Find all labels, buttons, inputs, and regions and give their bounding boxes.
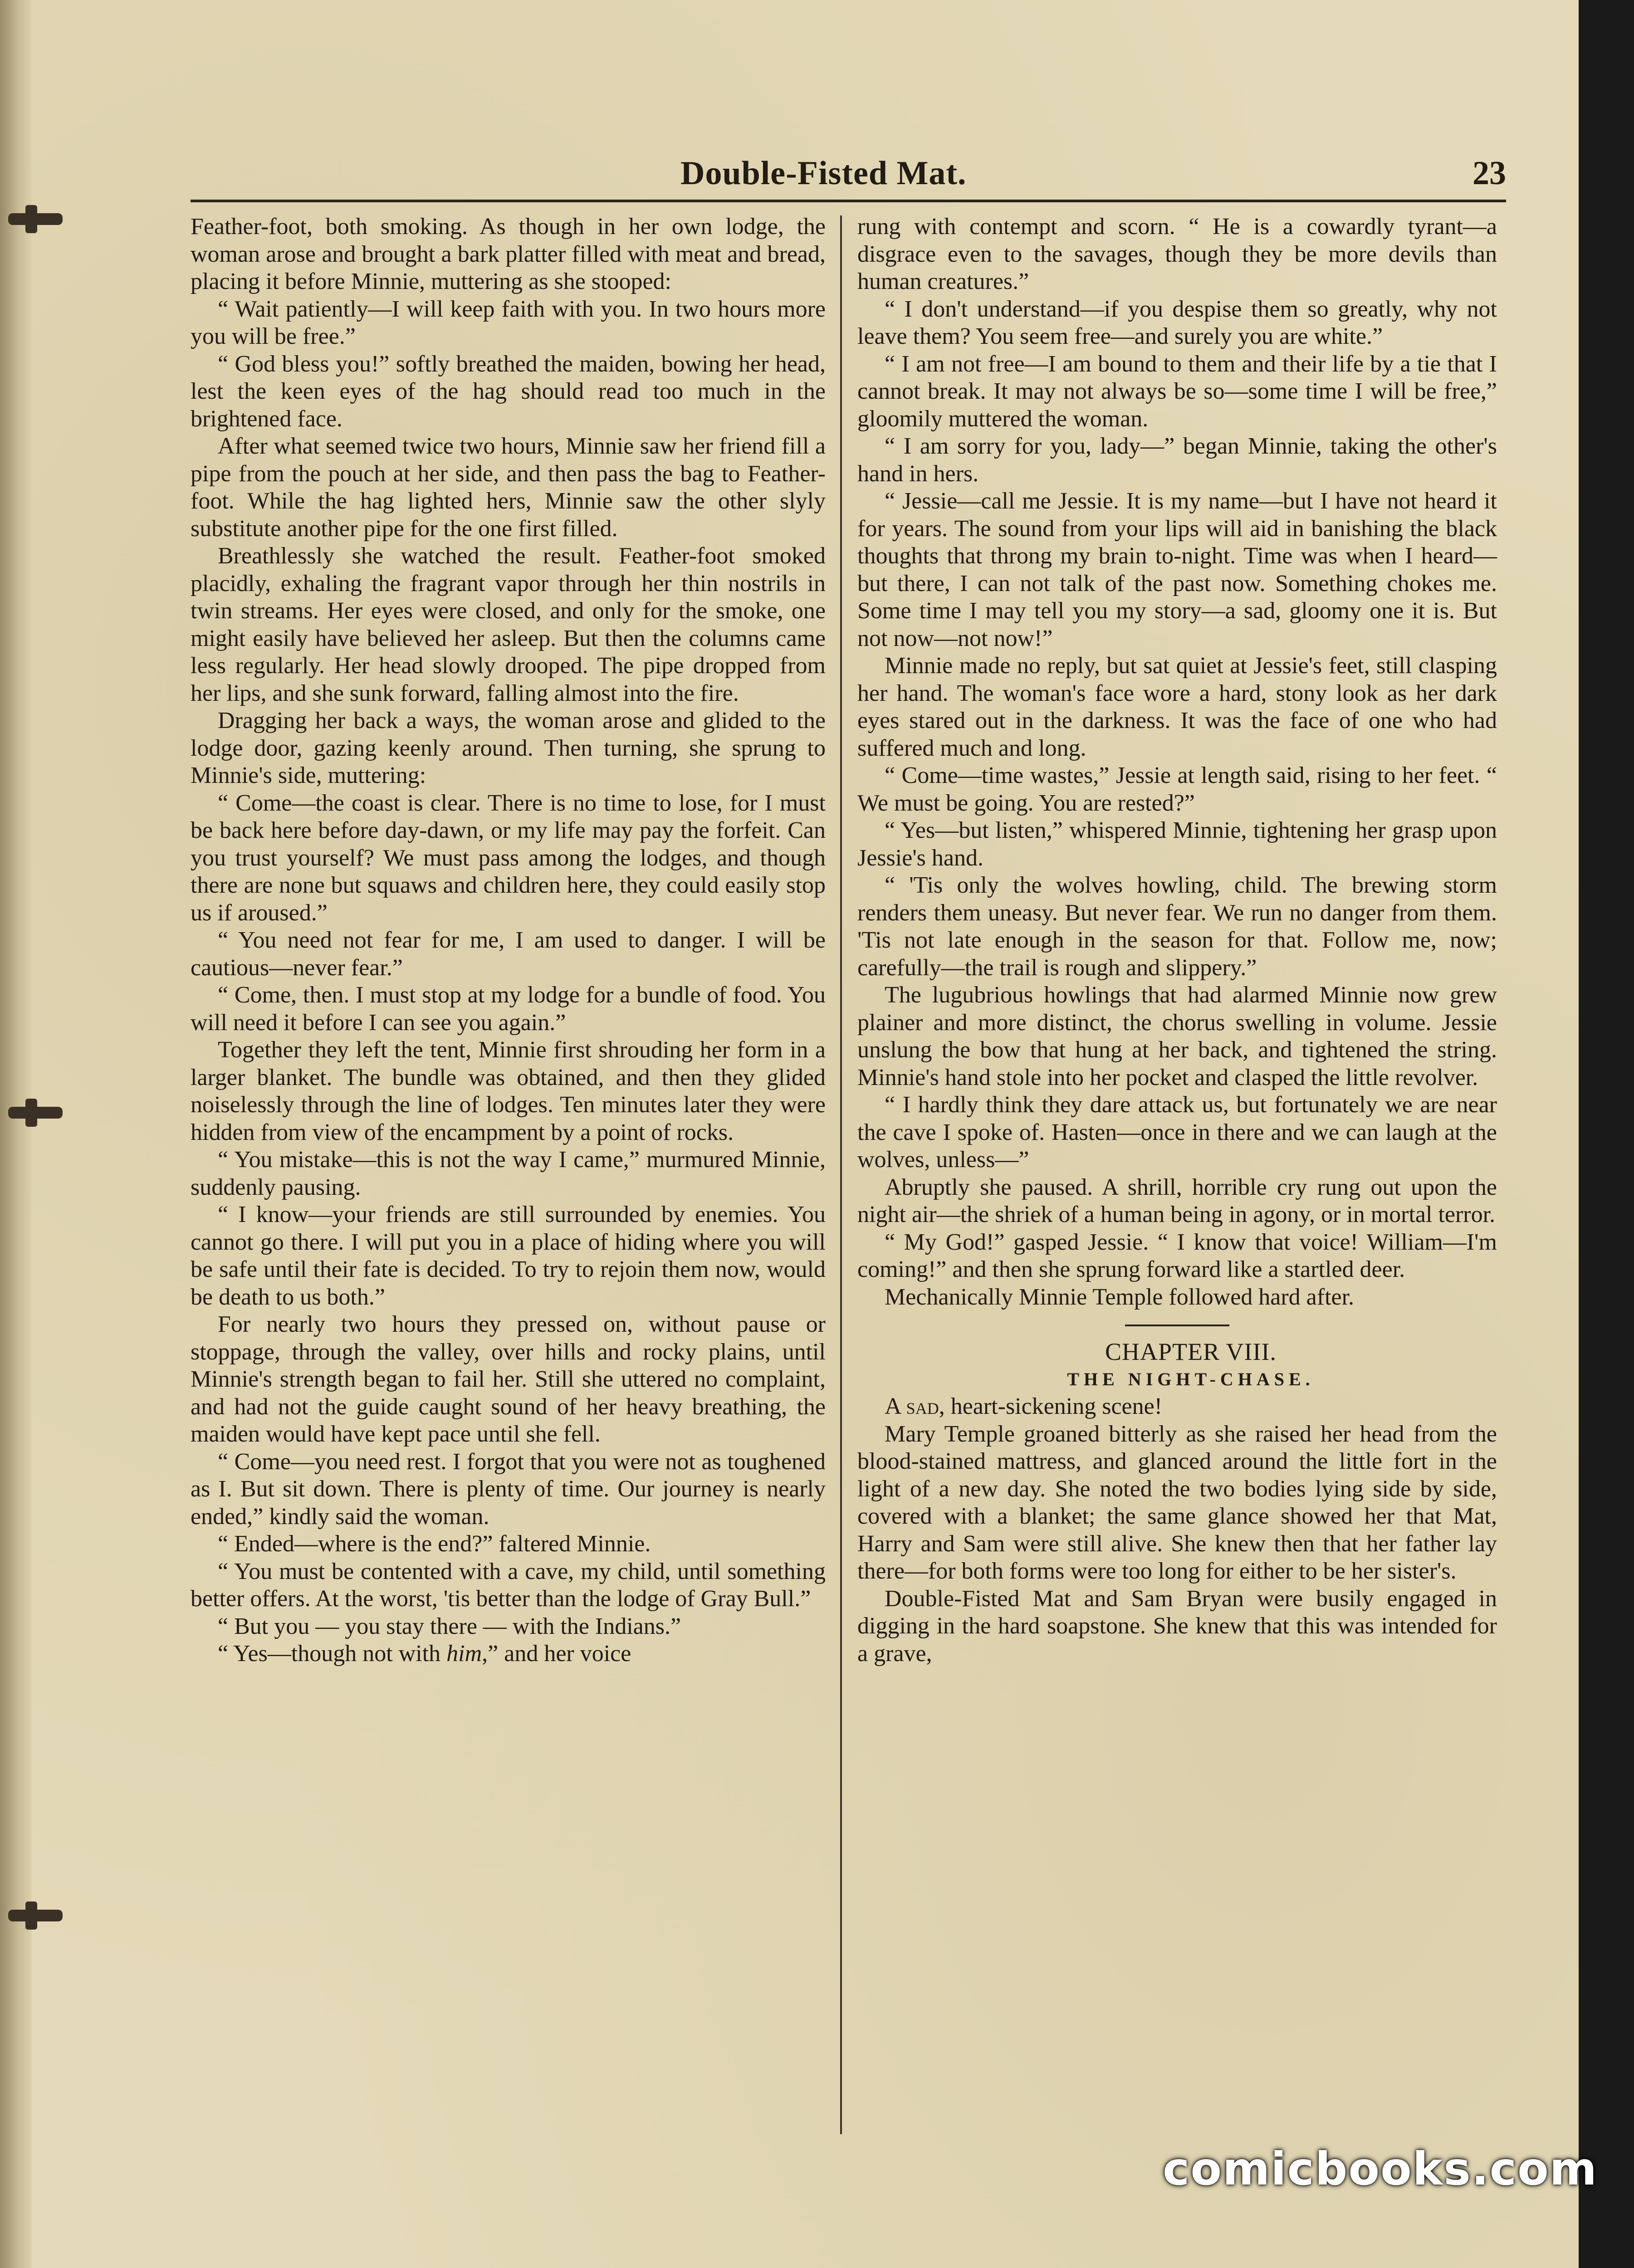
paragraph: “ Come—the coast is clear. There is no time to lose, for I must be back here before day-dawn, or my life may pay the forfeit. Can you trust yourself? We must pass among the lodges, and though there are none but squaws and children here, they could easily stop us if aroused.” (191, 790, 826, 926)
text-run: “ Yes—though not with (218, 1641, 447, 1667)
paragraph: “ I hardly think they dare attack us, but fortunately we are near the cave I spoke of. Hasten—once in there and we can laugh at the wolves, unless—” (857, 1092, 1497, 1173)
paragraph: “ 'Tis only the wolves howling, child. The brewing storm renders them uneasy. But never fear. We run no danger from them. 'Tis not late enough in the season for that. Follow me, now; carefully—the trail is rough and slippery.” (857, 872, 1497, 981)
staple-icon (8, 213, 63, 225)
paragraph: “ Yes—but listen,” whispered Minnie, tightening her grasp upon Jessie's hand. (857, 817, 1497, 871)
paragraph: The lugubrious howlings that had alarmed Minnie now grew plainer and more distinct, the chorus swelling in volume. Jessie unslung the bow that hung at her back, and tightened the string. Minnie's hand stole into her pocket and clasped the little revolver. (857, 982, 1497, 1090)
paragraph: “ But you — you stay there — with the Indians.” (218, 1613, 681, 1639)
paragraph: “ You must be contented with a cave, my child, until something better offers. At the worst, 'tis better than the lodge of Gray Bull.” (191, 1558, 826, 1612)
chapter-subtitle: THE NIGHT-CHASE. (1067, 1369, 1315, 1389)
left-column (191, 213, 826, 1668)
right-column (857, 213, 1497, 1667)
staple-icon (8, 1107, 63, 1119)
emphasis-text: him (446, 1641, 482, 1667)
text-run: heart-sickening scene! (944, 1393, 1163, 1419)
paragraph (191, 1640, 826, 1668)
paragraph: Mechanically Minnie Temple followed hard after. (885, 1284, 1355, 1310)
paragraph: “ Come, then. I must stop at my lodge for a bundle of food. You will need it before I can see you again.” (191, 982, 826, 1036)
paragraph: “ I am sorry for you, lady—” began Minnie, taking the other's hand in hers. (857, 433, 1497, 487)
lead-in-text: A sad, (885, 1393, 945, 1419)
paragraph: “ I don't understand—if you despise them so greatly, why not leave them? You seem free—and surely you are white.” (857, 296, 1497, 349)
paragraph: “ I know—your friends are still surrounded by enemies. You cannot go there. I will put you in a place of hiding where you will be safe until their fate is decided. To try to rejoin them now, would be death to us both.” (191, 1202, 826, 1310)
paragraph: rung with contempt and scorn. “ He is a cowardly tyrant—a disgrace even to the savages, though they be more devils than human creatures.” (857, 214, 1497, 294)
staple-icon (8, 1910, 63, 1921)
paragraph: “ Come—time wastes,” Jessie at length said, rising to her feet. “ We must be going. You are rested?” (857, 763, 1497, 816)
paragraph: Breathlessly she watched the result. Feather-foot smoked placidly, exhaling the fragrant vapor through her thin nostrils in twin streams. Her eyes were closed, and only for the smoke, one might easily have believed her asleep. But then the columns came less regularly. Her head slowly drooped. The pipe dropped from her lips, and she sunk forward, falling almost into the fire. (191, 543, 826, 706)
page-number: 23 (1473, 155, 1506, 192)
paragraph: For nearly two hours they pressed on, without pause or stoppage, through the valley, over hills and rocky plains, until Minnie's strength began to fail her. Still she uttered no complaint, and had not the guide caught sound of her heavy breathing, the maiden would have kept pace until she fell. (191, 1311, 826, 1447)
running-title: Double-Fisted Mat. (680, 155, 967, 192)
paragraph: “ Jessie—call me Jessie. It is my name—but I have not heard it for years. The sound from your lips will aid in banishing the black thoughts that throng my brain to-night. Time was when I heard—but there, I can not talk of the past now. Something chokes me. Some time I may tell you my story—a sad, gloomy one it is. But not now—not now!” (857, 488, 1497, 651)
chapter-rule (1125, 1325, 1229, 1326)
column-divider (840, 215, 842, 2134)
paragraph: Dragging her back a ways, the woman arose and glided to the lodge door, gazing keenly around. Then turning, she sprung to Minnie's side, muttering: (191, 708, 826, 788)
paragraph: “ You mistake—this is not the way I came,” murmured Minnie, suddenly pausing. (191, 1147, 826, 1200)
header-rule (191, 200, 1506, 202)
watermark: comicbooks.com (1163, 2142, 1598, 2195)
chapter-title: CHAPTER VIII. (1105, 1338, 1277, 1365)
paragraph: Abruptly she paused. A shrill, horrible cry rung out upon the night air—the shriek of a human being in agony, or in mortal terror. (857, 1174, 1497, 1227)
page-binding (0, 0, 32, 2268)
paragraph: Feather-foot, both smoking. As though in her own lodge, the woman arose and brought a bark platter filled with meat and bread, placing it before Minnie, muttering as she stooped: (191, 214, 826, 294)
paragraph: “ My God!” gasped Jessie. “ I know that voice! William—I'm coming!” and then she sprung forward like a startled deer. (857, 1229, 1497, 1282)
paragraph: Together they left the tent, Minnie first shrouding her form in a larger blanket. The bundle was obtained, and then they glided noiselessly through the line of lodges. Ten minutes later they were hidden from view of the encampment by a point of rocks. (191, 1037, 826, 1145)
paragraph: “ I am not free—I am bound to them and their life by a tie that I cannot break. It may not always be so—some time I will be free,” gloomily muttered the woman. (857, 351, 1497, 432)
paragraph (857, 1393, 1497, 1421)
paragraph: After what seemed twice two hours, Minnie saw her friend fill a pipe from the pouch at her side, and then pass the bag to Feather-foot. While the hag lighted hers, Minnie saw the other slyly substitute another pipe for the one first filled. (191, 433, 826, 542)
paragraph: “ You need not fear for me, I am used to danger. I will be cautious—never fear.” (191, 927, 826, 981)
page-header (191, 150, 1506, 204)
paragraph: Mary Temple groaned bitterly as she raised her head from the blood-stained mattress, and glanced around the little fort in the light of a new day. She noted the two bodies lying side by side, covered with a blanket; the same glance showed her that Mat, Harry and Sam were still alive. She knew then that her father lay there—for both forms were too long for either to be her sister's. (857, 1421, 1497, 1584)
paragraph: Minnie made no reply, but sat quiet at Jessie's feet, still clasping her hand. The woman's face wore a hard, stony look as her dark eyes stared out in the darkness. It was the face of one who had suffered much and long. (857, 653, 1497, 761)
text-run: ,” and her voice (482, 1641, 631, 1667)
paragraph: “ Come—you need rest. I forgot that you were not as toughened as I. But sit down. There is plenty of time. Our journey is nearly ended,” kindly said the woman. (191, 1448, 826, 1530)
paragraph: “ Wait patiently—I will keep faith with you. In two hours more you will be free.” (191, 296, 826, 349)
paragraph: “ Ended—where is the end?” faltered Minnie. (218, 1531, 651, 1557)
paragraph: “ God bless you!” softly breathed the maiden, bowing her head, lest the keen eyes of the hag should read too much in the brightened face. (191, 351, 826, 432)
paragraph: Double-Fisted Mat and Sam Bryan were busily engaged in digging in the hard soapstone. She knew that this was intended for a grave, (857, 1585, 1497, 1667)
